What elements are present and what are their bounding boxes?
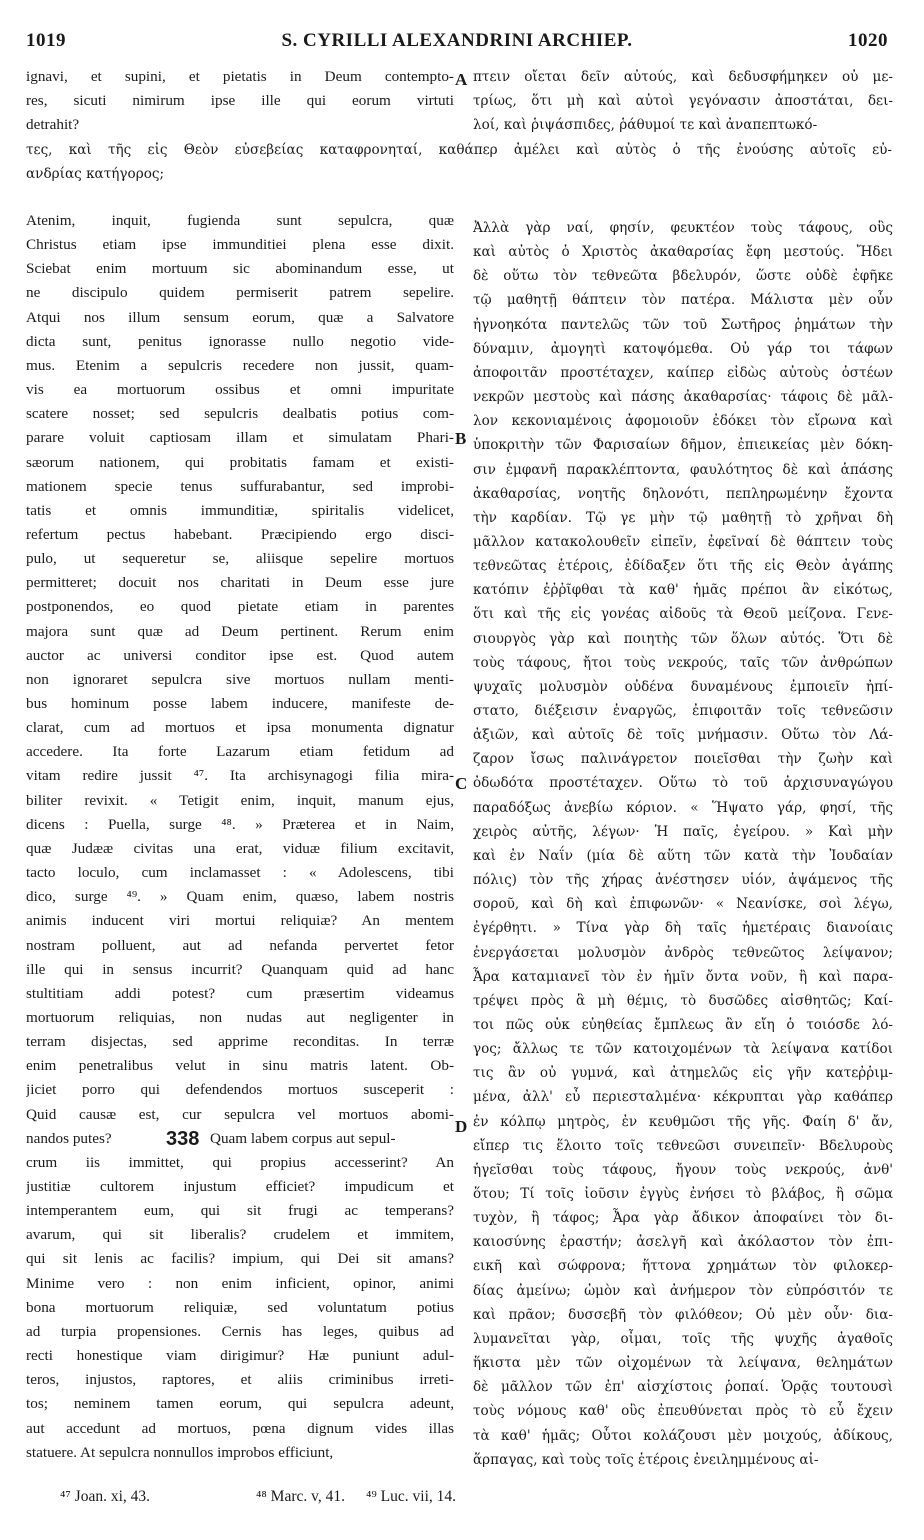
greek-line: δὲ μᾶλλον τῶν ἐπ' αἰσχίστοις ῥοπαί. Ὁρᾷς τουτουσὶ [473,1379,893,1396]
latin-line: res, sicuti nimirum ipse ille qui eorum virtuti [26,92,454,110]
greek-line: νεκρῶν μεστοὺς καὶ πάσης ἀκαθαρσίας· τάφοις δὲ μᾶλ- [473,389,893,406]
greek-line: λυμανεῖται γὰρ, οἶμαι, τοῖς τῆς ψυχῆς ἀγαθοῖς [473,1330,893,1347]
latin-line: ne discipulo quidem permiserit patrem sepelire. [26,284,454,302]
greek-line: τὴν καρδίαν. Τῷ γε μὴν τῷ μαθητῇ τὸ χρῆναι δὴ [473,509,893,526]
latin-line: avarum, qui sit liberalis? crudelem et immitem, [26,1226,454,1244]
greek-line: ἐγέρθητι. » Τίνα γὰρ δὴ ταῖς ἡμετέραις διανοίαις [473,920,893,937]
greek-wide-line: τες, καὶ τῆς εἰς Θεὸν εὐσεβείας καταφρονηταί, καθάπερ ἀμέλει καὶ αὐτὸς ὁ τῆς ἐνούσης αὐτοῖς εὐ- [26,142,892,158]
greek-line: τις ἂν οὐ γυμνά, καὶ ἀτημελῶς εἰς γῆν κατεῤῥιμ- [473,1065,893,1082]
greek-line: ἥκιστα μὲν τῶν οἰχομένων τὰ λείψανα, θελημάτων [473,1355,893,1372]
greek-line: ψυχαῖς μολυσμὸν οὐδένα δυναμένους ἐμποιεῖν ἠπί- [473,678,893,695]
greek-line: σιν ἐμφανῆ παρακλέπτοντα, φαυλότητος δὲ καὶ ἁπάσης [473,461,893,478]
greek-line: στατο, διέξεισιν ἐναργῶς, ἐπιφοιτᾶν τοῖς τεθνεῶσιν [473,703,893,719]
latin-line: Sciebat enim mortuum sic abominandum esse, ut [26,260,454,278]
latin-line: ad turpia propensiones. Cernis has leges, quibus ad [26,1322,454,1340]
greek-line: ὅτου; Τί τοῖς ἰοῦσιν ἐγγὺς ἐνήσει τὸ βλάβος, ἢ σῶμα [473,1186,893,1202]
greek-line: λοί, καὶ ῥιψάσπιδες, ῥάθυμοί τε καὶ ἀναπεπτωκό- [473,117,818,134]
latin-line: Quid causæ est, cur sepulcra vel mortuos abomi- [26,1105,454,1123]
greek-line: καὶ αὐτὸς ὁ Χριστὸς ἀκαθαρσίας ἔφη μεστούς. Ἤδει [473,244,893,261]
latin-line: accedere. Ita forte Lazarum etiam fetidum ad [26,743,454,761]
latin-line: mortuorum reliquias, non nudas aut negligenter in [26,1008,454,1026]
latin-line: non ignoraret sepulcra sive mortuos nullam menti- [26,670,454,688]
greek-line: τοι πῶς οὐκ εὐηθείας ἔμπλεως ἂν εἴη ὁ τοιόσδε λό- [473,1016,893,1033]
latin-line: dico, surge ⁴⁹. » Quam enim, quæso, labem nostris [26,888,454,906]
greek-line: τρίως, ὅτι μὴ καὶ αὐτοὶ γεγόνασιν ἀποστάται, δει- [473,93,893,110]
latin-line: teros, injustos, raptores, et aliis criminibus irreti- [26,1371,454,1389]
latin-line: clarat, cum ad mortuos et ipsa monumenta dignatur [26,719,454,737]
greek-line: ἀξιῶν, καὶ αὐτοῖς δὲ τοῖς μνήμασιν. Οὕτω τὸν Λά- [473,727,893,744]
page-number-left: 1019 [26,30,66,51]
latin-line: quæ Judææ civitas una erat, viduæ filium excitavit, [26,839,454,857]
margin-letter-a: A [455,70,468,89]
latin-line-tail: Quam labem corpus aut sepul- [210,1129,396,1147]
latin-line: dicta sunt, penitus ignorasse nullo negotio vide- [26,332,454,350]
greek-line: τεθνεῶτας ἑτέροις, ἐδίδαξεν ὅτι τῆς εἰς Θεὸν ἀγάπης [473,558,893,575]
latin-line: tatis et omnis immunditiæ, spiritalis videlicet, [26,501,454,519]
margin-letter-d: D [455,1117,468,1136]
greek-line: ζαρον ἴσως παλινάγρετον ποιεῖσθαι τὴν ζωὴν καὶ [473,751,893,768]
footnote-49: ⁴⁹ Luc. vii, 14. [366,1488,457,1505]
latin-line: auctor ac universi conditor ipse est. Quod autem [26,646,454,664]
greek-line: κατόπιν ἐῤῥῖφθαι τὰ καθ' ἡμᾶς πρέποι ἂν εἰκότως, [473,582,893,599]
greek-line: καιοσύνης ἐραστήν; ἀσελγῆ καὶ ἀκόλαστον τὸν ἐπι- [473,1234,893,1251]
greek-line: ὅτι καὶ τῆς εἰς γονέας αἰδοῦς τὰ Θεοῦ μείζονα. Γενε- [473,606,893,623]
latin-line: Christus etiam ipse immunditiei plena esse dixit. [26,236,454,254]
footnotes [26,1484,892,1510]
latin-line: tacto loculo, cum inclamasset : « Adolescens, tibi [26,864,454,882]
latin-line: dicens : Puella, surge ⁴⁸. » Præterea et in Naim, [26,815,454,833]
latin-line: postponendos, eo quod pietate etiam in parentes [26,598,454,616]
greek-line: πόλις) τὸν τῆς χήρας ἀνέστησεν υἱόν, ἁψάμενος τῆς [473,872,893,889]
greek-line: ἐν κόλπῳ μητρὸς, ἐν κευθμῶσι τῆς γῆς. Φαίη δ' ἄν, [473,1113,893,1130]
latin-line: sæorum nationem, qui probitatis famam et existi- [26,453,454,471]
latin-line: majora sunt quæ ad Deum pertinent. Rerum enim [26,622,454,640]
latin-line: scatere nosset; sed sepulcris dealbatis potius com- [26,405,454,423]
footnote-47: ⁴⁷ Joan. xi, 43. [60,1488,151,1505]
latin-line: mationem specie tenus suffurabantur, sed improbi- [26,477,454,495]
page-title: S. CYRILLI ALEXANDRINI ARCHIEP. [281,30,633,51]
greek-line: ἠγνοηκότα παντελῶς τῶν τοῦ Σωτῆρος ῥημάτων τὴν [473,316,893,333]
latin-line: terram disjectas, sed apprime reconditas. In terræ [26,1033,454,1051]
latin-line: recti honestique viam dirigimur? Hæ puniunt adul- [26,1347,454,1365]
greek-line: ἅρπαγας, καὶ τοὺς τοῖς ἑτέροις ἐνειλημμένους αἰ- [473,1451,819,1468]
latin-line: detrahit? [26,116,80,134]
column-marker-338: 338 [166,1127,200,1150]
latin-line: vitam redire jussit ⁴⁷. Ita archisynagogi filia mira- [26,767,454,785]
greek-line: γος; ἄλλως τε τῶν κατοιχομένων τὰ λείψανα κατίδοι [473,1041,893,1058]
greek-line: μένα, ἀλλ' εὖ περιεσταλμένα· κέκρυπται γὰρ καθάπερ [473,1089,893,1106]
latin-line: Minime vero : non enim inficient, opinor, animi [26,1274,454,1292]
latin-line: refertum pectus habebant. Præcipiendo ergo disci- [26,525,454,543]
latin-line: stultitiam addi potest? cum præsertim videamus [26,984,454,1002]
greek-line: ἀκαθαρσίας, νοητῆς δηλονότι, πεπληρωμένην ἔχοντα [473,485,893,502]
latin-line: Atqui nos illum sensum eorum, quæ a Salvatore [26,308,454,326]
greek-line: τυχὸν, ἢ τάφος; Ἆρα γὰρ ἄδικον ἀποφαίνει τὸν δι- [473,1210,893,1227]
latin-line: qui sit lenis ac facilis? impium, qui Dei sit amans? [26,1250,454,1268]
greek-line: παραδόξως ἀνεβίω κόριον. « Ἥψατο γάρ, φησί, τῆς [473,799,893,816]
greek-line: τῷ μαθητῇ θάπτειν τὸν πατέρα. Μάλιστα μὲν οὖν [473,292,893,309]
greek-line: τοὺς νόμους καθ' οὓς ἐπευθύνεται πρὸς τὸ εὖ ἔχειν [473,1403,893,1420]
greek-line: σιουργὸς γὰρ καὶ ποιητὴς τῶν ὅλων αὐτός. Ὅτι δὲ [473,630,893,647]
greek-line: δὲ οὕτω τὸν τεθνεῶτα βδελυρόν, ὥστε οὐδὲ ἐφῆκε [473,268,893,285]
greek-wide-line: ανδρίας κατήγορος; [26,166,165,183]
latin-line: Atenim, inquit, fugienda sunt sepulcra, quæ [26,212,454,229]
latin-line: pulo, ut sequeretur se, aliisque sepelire mortuos [26,550,454,568]
greek-line: καὶ ἐν Ναΐν (μία δὲ αὕτη τῶν κατὰ τὴν Ἰουδαίαν [473,847,893,864]
latin-line: nostram polluent, aut ad nefanda pervertet fetor [26,936,454,954]
greek-line: δύναμιν, ἀμογητὶ κατοψόμεθα. Οὐ γάρ τοι τάφων [473,340,893,357]
greek-line: τρέψει πρὸς ἃ μὴ θέμις, τὸ δυσῶδες αἰσθητῶς; Καί- [473,992,893,1009]
greek-line: ἐνεργάσεται μολυσμὸν ἀνδρὸς τεθνεῶτος λείψανον; [473,944,893,961]
greek-line: τοὺς τάφους, ἤτοι τοὺς νεκρούς, ταῖς τῶν ἀνθρώπων [473,654,893,671]
greek-line: Ἀλλὰ γὰρ ναί, φησίν, φευκτέον τοὺς τάφους, οὓς [473,220,893,236]
latin-line: biliter revixit. « Tetigit enim, inquit, manum ejus, [26,791,454,809]
greek-line: μᾶλλον κατακολουθεῖν εἰπεῖν, ἐφεῖναί δὲ θάπτειν τοὺς [473,533,893,550]
latin-line: bona mortuorum reliquiæ, sed voluntatum potius [26,1298,454,1316]
greek-line: σοροῦ, καὶ δὴ καὶ ἐπιφωνῶν· « Νεανίσκε, σοὶ λέγω, [473,896,893,913]
greek-line: εἴπερ τις ἕλοιτο τοῖς τεθνεῶσι συνειπεῖν· Βδελυροὺς [473,1137,893,1154]
latin-line: aut accedunt ad mortuos, pœna dignum vides illas [26,1419,454,1437]
latin-line: jiciet porro qui defendendos mortuos susceperit : [26,1081,454,1099]
greek-line: ἀποφοιτᾶν προστέταχεν, καίπερ εἰδὼς αὐτοὺς ὀστέων [473,364,893,381]
greek-line: ὑποκριτὴν τῶν Φαρισαίων δῆμον, ἐπιεικείας μὲν δόκη- [473,437,893,454]
latin-line: bus hominum posse labem inducere, manifeste de- [26,695,454,712]
greek-line: Ἆρα καταμιανεῖ τὸν ἐν ἡμῖν ὄντα νοῦν, ἢ καὶ παρα- [473,968,893,985]
greek-line: δίας ἀμείνω; ὠμὸν καὶ ἀνήμερον τὸν εὐπρόσιτόν τε [473,1282,893,1299]
greek-line: τὰ καθ' ἡμᾶς; Οὗτοι κολάζουσι μὲν μοιχούς, ἀδίκους, [473,1427,893,1444]
greek-line: λον κεκονιαμένοις ἀφομοιοῦν ἐδόκει τὸν εἴρωνα καὶ [473,413,893,430]
greek-line: καὶ πρᾶον; δυσσεβῆ τὸν φιλόθεον; Οὐ μὲν οὖν· δια- [473,1306,893,1323]
greek-line: πτειν οἴεται δεῖν αὐτούς, καὶ δεδυσφήμηκεν οὐ με- [473,69,893,85]
latin-line: mus. Etenim a sepulcris recedere non jussit, quam- [26,356,454,374]
latin-line: nandos putes? [26,1129,112,1147]
latin-line: intemperantem eum, qui sit frugi ac temperans? [26,1202,454,1220]
greek-line: εικῆ καὶ σώφρονα; ἥττονα χρημάτων τὸν φιλοκερ- [473,1258,893,1275]
footnote-48: ⁴⁸ Marc. v, 41. [256,1488,346,1505]
latin-line: vis ea mortuorum ossibus et omni impuritate [26,381,454,399]
greek-line: ὀδωδότα προστέταχεν. Οὕτω τὸ τοῦ ἀρχισυναγώγου [473,775,893,792]
latin-line: animis inducent viri mortui reliquiæ? An mentem [26,912,454,930]
latin-line: ignavi, et supini, et pietatis in Deum contempto- [26,68,454,85]
latin-line: ille qui in sensus incurrit? Quanquam quid ad hanc [26,960,454,978]
latin-line: statuere. At sepulcra nonnullos improbos efficiunt, [26,1443,334,1461]
page-number-right: 1020 [848,30,888,51]
latin-line: permitteret; docuit nos charitati in Deum esse jure [26,574,454,592]
latin-line: tos; neminem tamen eorum, qui sepulcra adeunt, [26,1395,454,1413]
margin-letter-b: B [455,429,467,448]
greek-line: ἡγεῖσθαι τοὺς τάφους, ἤγουν τοὺς νεκρούς, ἀνθ' [473,1161,893,1178]
latin-line: crum iis immittet, qui propius accesserint? An [26,1153,454,1171]
latin-line: parare voluit captiosam illam et simulatam Phari- [26,429,454,447]
latin-line: enim penetralibus velut in sinu matris latent. Ob- [26,1057,454,1075]
latin-line: justitiæ cultorem injustum efficiet? impudicum et [26,1178,454,1195]
margin-letter-c: C [455,774,468,793]
greek-line: χειρὸς αὐτῆς, λέγων· Ἡ παῖς, ἐγείρου. » Καὶ μὴν [473,823,893,840]
